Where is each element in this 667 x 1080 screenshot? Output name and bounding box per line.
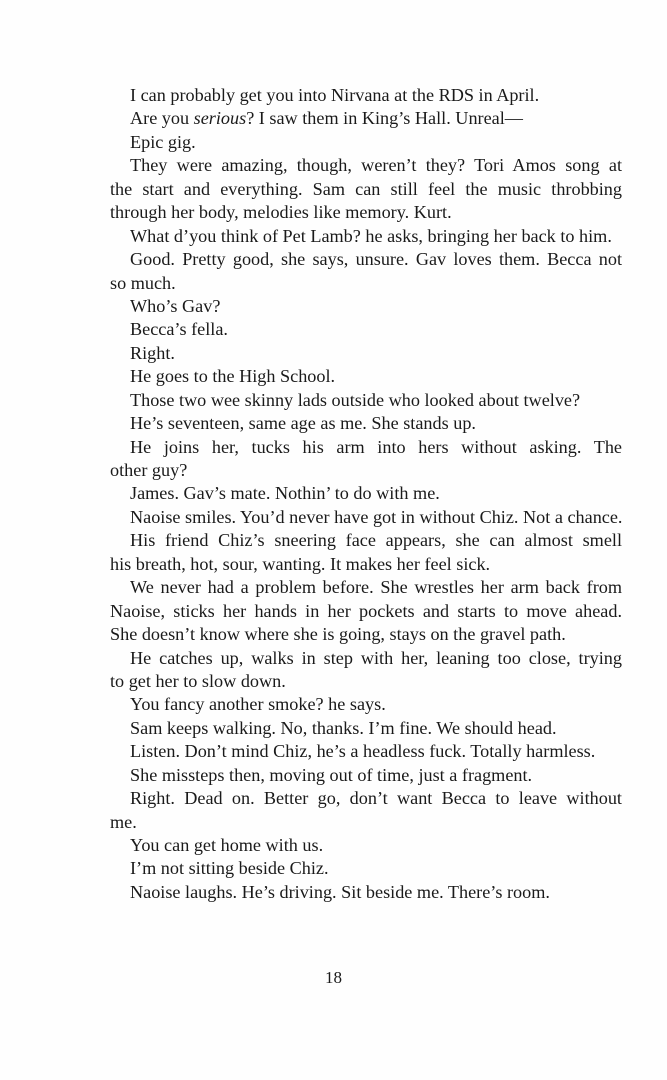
- text-line: [110, 178, 622, 201]
- text-segment: I can probably get you into Nirvana at the RDS in April.: [130, 85, 540, 105]
- text-line: [110, 365, 622, 388]
- text-line: [110, 436, 622, 459]
- text-line: [110, 225, 622, 248]
- text-line: [110, 623, 622, 646]
- text-segment: Epic gig.: [130, 131, 196, 152]
- text-segment: He’s seventeen, same age as me. She stands up.: [130, 413, 476, 434]
- text-line: [110, 600, 622, 623]
- text-line: [110, 693, 622, 716]
- text-line: [110, 576, 622, 599]
- text-segment: me.: [110, 811, 137, 832]
- text-line: [110, 272, 622, 295]
- text-segment: through her body, melodies like memory. Kurt.: [110, 202, 452, 223]
- text-segment: He goes to the High School.: [130, 366, 336, 387]
- text-line: [110, 342, 622, 365]
- text-line: [110, 84, 622, 107]
- text-segment: Sam keeps walking. No, thanks. I’m fine. We should head.: [130, 717, 557, 738]
- body-text: [110, 84, 622, 904]
- text-segment: Naoise, sticks her hands in her pockets and starts to move ahead.: [110, 600, 622, 621]
- text-segment: He catches up, walks in step with her, leaning too close, trying: [130, 647, 622, 668]
- text-segment: Listen. Don’t mind Chiz, he’s a headless fuck. Totally harmless.: [130, 741, 596, 762]
- text-line: [110, 553, 622, 576]
- text-segment: Right. Dead on. Better go, don’t want Becca to leave without: [130, 788, 622, 809]
- text-line: [110, 787, 622, 810]
- text-line: [110, 529, 622, 552]
- text-segment: What d’you think of Pet Lamb? he asks, bringing her back to him.: [130, 225, 612, 246]
- text-segment: His friend Chiz’s sneering face appears, she can almost smell: [130, 530, 622, 551]
- page-number: 18: [325, 968, 342, 987]
- text-line: [110, 412, 622, 435]
- text-segment: Becca’s fella.: [130, 319, 228, 340]
- text-segment: He joins her, tucks his arm into hers without asking. The: [130, 436, 622, 457]
- text-segment: ? I saw them in King’s Hall. Unreal—: [246, 108, 523, 129]
- text-line: [110, 881, 622, 904]
- text-line: [110, 647, 622, 670]
- text-line: [110, 318, 622, 341]
- text-segment: We never had a problem before. She wrestles her arm back from: [130, 577, 622, 598]
- text-line: [110, 857, 622, 880]
- text-segment: I’m not sitting beside Chiz.: [130, 858, 329, 879]
- text-line: [110, 834, 622, 857]
- text-segment: his breath, hot, sour, wanting. It makes her feel sick.: [110, 553, 491, 574]
- text-segment: Who’s Gav?: [130, 295, 221, 316]
- text-line: [110, 389, 622, 412]
- text-line: [110, 295, 622, 318]
- text-line: [110, 740, 622, 763]
- text-line: [110, 131, 622, 154]
- text-line: [110, 506, 622, 529]
- text-line: [110, 482, 622, 505]
- text-segment: Good. Pretty good, she says, unsure. Gav loves them. Becca not: [130, 249, 622, 270]
- text-segment: She doesn’t know where she is going, stays on the gravel path.: [110, 624, 566, 645]
- text-segment: You can get home with us.: [130, 835, 324, 855]
- text-segment: other guy?: [110, 460, 188, 480]
- text-segment: Naoise laughs. He’s driving. Sit beside me. There’s room.: [130, 881, 550, 902]
- text-segment: Naoise smiles. You’d never have got in without Chiz. Not a chance.: [130, 506, 623, 527]
- text-segment: She missteps then, moving out of time, just a fragment.: [130, 764, 533, 785]
- text-line: [110, 107, 622, 130]
- text-segment: to get her to slow down.: [110, 670, 286, 691]
- text-line: [110, 154, 622, 177]
- text-segment: They were amazing, though, weren’t they? Tori Amos song at: [130, 155, 622, 176]
- text-line: [110, 811, 622, 834]
- text-line: [110, 717, 622, 740]
- italic-text: serious: [193, 108, 247, 129]
- text-segment: Right.: [130, 342, 175, 363]
- text-segment: Are you: [130, 108, 194, 129]
- text-line: [110, 248, 622, 271]
- text-line: [110, 459, 622, 482]
- text-line: [110, 764, 622, 787]
- text-line: [110, 670, 622, 693]
- text-segment: Those two wee skinny lads outside who looked about twelve?: [130, 389, 581, 410]
- text-segment: so much.: [110, 272, 176, 293]
- text-line: [110, 201, 622, 224]
- text-segment: You fancy another smoke? he says.: [130, 694, 386, 715]
- text-segment: the start and everything. Sam can still feel the music throbbing: [110, 178, 622, 199]
- text-segment: James. Gav’s mate. Nothin’ to do with me.: [130, 483, 440, 504]
